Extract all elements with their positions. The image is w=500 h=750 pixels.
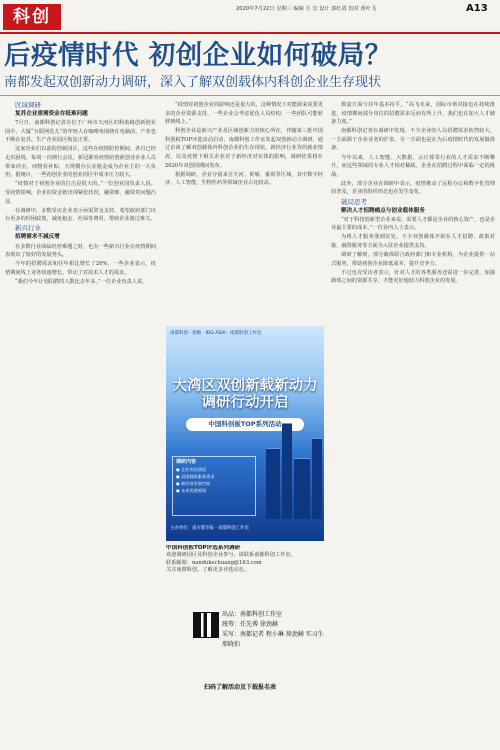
column-middle	[165, 101, 323, 323]
section-head: 新兴行业	[15, 224, 41, 233]
column-left	[5, 101, 156, 746]
paragraph: 此外，部分企业在调研中表示，疫情推动了远程办公和数字化管理的普及，企业的组织形态也在发生变化。	[331, 180, 495, 196]
paragraph: 7月日，南都科创记者在位于广州市天河区的科韵路创新创业园中，大厦“互联网范儿”的年轻人在咖啡角围绕在电脑前，产业也不断在复苏，生产企业园区恢复正常。	[5, 120, 156, 144]
paragraph: “疫情对于初创企业的打击是很大的，”一位创业园负责人说。受疫情影响，企业的资金链出现紧张状况，融资难、融资贵问题凸显。	[5, 181, 156, 205]
paragraph: 这家企业们以前的创新园区，这些在疫情防控期间，各自已经走出困境，每周一次例行会议，新冠肺炎疫情给创新创业企业人员带来冲击，而物业补贴、大规模办公室租金成为企业主的一大负担。据统计，一些初创企业的创业园区中成本压力较大。	[5, 146, 156, 179]
poster-logos: 南都科创 · 指数 · IDG ASIA · 南都科创工作室	[170, 331, 262, 336]
paragraph: 在调研中，多数受访企业表示亟需资金支持，希望政府部门出台更多的纾困政策，减免租金、社保等费用，帮助企业渡过难关。	[5, 207, 156, 223]
paragraph: 今年以来，人工智能、大数据、云计算等行业的人才需求不断攀升，而这些领域的专业人才相对稀缺，企业在招聘过程中面临一定的挑战。	[331, 154, 495, 178]
building-shape	[294, 458, 310, 519]
poster-info-box	[172, 456, 256, 516]
poster-box-line: ● 未来发展规划	[176, 488, 207, 493]
credit-line: 采写：南都记者 程小琳 徐劲赫 实习生 邢晓伯	[222, 631, 324, 648]
poster-box-head: 调研内容	[176, 459, 197, 465]
info-line: 联系邮箱：nandukechuang@163.com	[166, 559, 262, 566]
paragraph: 南都科创记者在调研中发现，不少企业的人员招聘需求依然较大，一方面源于企业业务的扩张，另一方面也是在为后疫情时代的发展做准备。	[331, 128, 495, 152]
building-shape	[266, 448, 280, 519]
poster-title: 大湾区双创新载新动力调研行动开启	[172, 378, 318, 411]
poster-banner: 中国科创板TOP系列活动	[186, 418, 304, 431]
page-header	[0, 0, 500, 34]
qr-code-icon[interactable]	[193, 612, 219, 638]
info-line: 欢迎调研园区及科创企业参与，请联系南都科创工作室。	[166, 552, 296, 559]
scan-caption: 扫码了解活动及下载报名表	[204, 684, 277, 691]
section-subhead: 解决人才招聘痛点与创业载体服务	[341, 207, 425, 214]
paragraph: 为将人才服务落到实处，不少双创载体开始在人才招聘、政策对接、融资服务等方面为入驻企业提供支持。	[331, 234, 495, 249]
divider	[0, 95, 500, 96]
page-number: A13	[466, 3, 488, 14]
issue-line: 2020年7月22日 星期三 编辑 方 宏 设计 郭红霞 校对 黄叶飞	[236, 6, 377, 12]
section-tag: 科创	[3, 4, 61, 30]
column-tag: 区域调研	[15, 101, 41, 109]
info-head: 中国科创板TOP评选系列调研	[166, 545, 241, 551]
credits	[222, 610, 326, 650]
paragraph: “我们今年计划招聘的人数比去年多。”一位企业负责人说。	[15, 278, 148, 285]
paragraph: 调研了解到，部分载体联合政府部门和专业机构，为企业提供一站式服务，帮助初创企业降低成本，提升竞争力。	[331, 252, 495, 267]
paragraph: “对于科技创新型企业来说，需要人才都是企业的核心资产，也是企业最主要的成本。”一位业内人士表示。	[331, 216, 495, 232]
info-line: 关注南都科创，了解更多评选动态。	[166, 567, 250, 574]
paragraph: 数量方面与往年基本持平。“高飞未来，国际市场对接也在持续推进，疫情期间部分岗位的招聘需求反而有所上升，我们也在加大人才储备力度。”	[331, 102, 495, 126]
paragraph: 根据调研，企业分别来自天河、黄埔、番禺等区域，其中数字经济、人工智能、生物医药等领域企业占比较高。	[165, 171, 323, 187]
credit-line: 统筹：任先博 徐劲赫	[222, 621, 278, 628]
column-right	[331, 101, 495, 746]
building-shape	[282, 423, 292, 519]
section-subhead: 招聘需求不减反增	[15, 234, 60, 241]
poster-box-line: ● 新经济发展空间	[176, 481, 211, 486]
contact-info	[166, 545, 324, 609]
paragraph: 科创企业是新兴产业及区域创新力的核心所在，伴随第三批中国科创板TOP评选活动启动，南都科创工作室发起双创新动力调研，通过访谈了解双创载体内科创企业的生存现状、新经济行业等的就业情况，以及疫情下相关企业对于新经济对实体的影响，调研结果将在2020年双创周期间发布。	[165, 128, 323, 169]
section-head: 破局思考	[341, 197, 367, 206]
credit-line: 出品：南都科创工作室	[222, 611, 283, 618]
poster-box-line: ● 双创载体服务需求	[176, 474, 215, 479]
paragraph: 今年的招聘需求和往年相比增长了20%，一些企业表示，疫情期间线上业务快速增长，带动了对技术人才的需求。	[5, 261, 156, 276]
top-rule	[0, 32, 500, 34]
headline: 后疫情时代 初创企业如何破局？	[4, 40, 392, 71]
paragraph: “疫情对初创企业的影响还是很大的，这种情况下对能源来说要更多的企业资源支持，一些企业会考虑优化人员结构，一些团队可能转移到线上。”	[165, 102, 323, 126]
poster-box-line: ● 企业实际情况	[176, 467, 207, 472]
column-subhead: 复苏企业亟需资金存抵难问题	[15, 111, 88, 118]
event-poster	[166, 326, 324, 541]
paragraph: 不过也有受访者表示，针对人才的各类服务还需进一步完善，加强载体之间的资源共享，才能更好地助力科创企业的发展。	[331, 269, 495, 285]
poster-footer: 主办单位：南方都市报 · 南都科创工作室	[170, 526, 249, 531]
paragraph: 在多数行业面临经营难题之时，也有一些新兴行业在疫情期间表现出了较好的发展势头。	[5, 243, 156, 259]
subtitle: 南都发起双创新动力调研，深入了解双创载体内科创企业生存现状	[4, 75, 382, 90]
building-shape	[312, 438, 322, 519]
